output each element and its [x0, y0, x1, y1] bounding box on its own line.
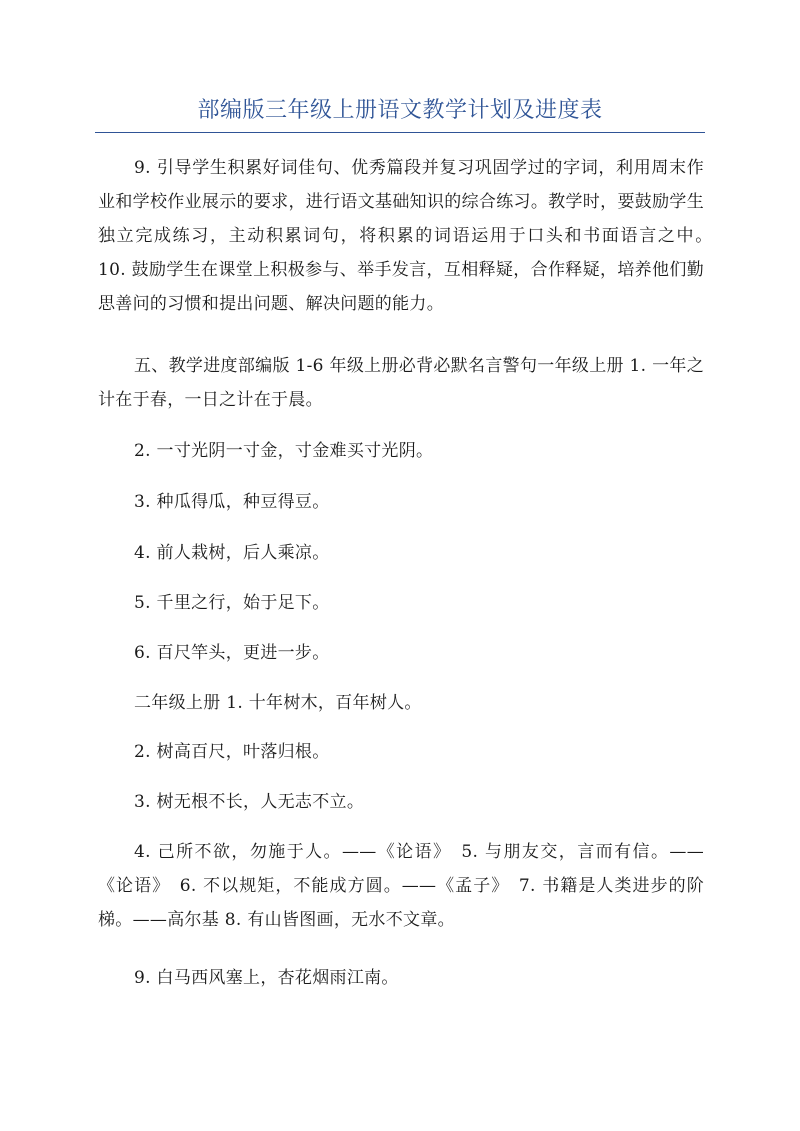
paragraph-teaching-schedule: 五、教学进度部编版 1-6 年级上册必背必默名言警句一年级上册 1. 一年之计在于春，一日之计在于晨。 [98, 356, 704, 410]
title-underline [95, 132, 705, 133]
paragraph-grade2-quotes-4-8: 4. 己所不欲，勿施于人。——《论语》 5. 与朋友交，言而有信。——《论语》 6. 不以规矩，不能成方圆。——《孟子》 7. 书籍是人类进步的阶梯。——高尔基 8. 有山皆图画，无水不文章。 [98, 842, 704, 930]
paragraph-grade2-quote-2: 2. 树高百尺，叶落归根。 [134, 742, 330, 762]
paragraph-grade2-quote-1: 二年级上册 1. 十年树木，百年树人。 [134, 693, 422, 713]
document-title: 部编版三年级上册语文教学计划及进度表 [197, 98, 603, 123]
paragraph-grade2-quote-9: 9. 白马西风塞上，杏花烟雨江南。 [134, 968, 399, 988]
paragraph-quote-4: 4. 前人栽树，后人乘凉。 [134, 543, 330, 563]
paragraph-study-guidance: 9. 引导学生积累好词佳句、优秀篇段并复习巩固学过的字词，利用周末作业和学校作业展示的要求，进行语文基础知识的综合练习。教学时，要鼓励学生独立完成练习，主动积累词句，将积累的词语运用于口头和书面语言之中。 10. 鼓励学生在课堂上积极参与、举手发言，互相释疑，合作释疑，培养他们勤思善问的习惯和提出问题、解决问题的能力。 [98, 158, 739, 314]
paragraph-quote-3: 3. 种瓜得瓜，种豆得豆。 [134, 492, 330, 512]
paragraph-grade2-quote-3: 3. 树无根不长，人无志不立。 [134, 792, 365, 812]
paragraph-quote-5: 5. 千里之行，始于足下。 [134, 593, 330, 613]
paragraph-quote-6: 6. 百尺竿头，更进一步。 [134, 643, 330, 663]
paragraph-quote-2: 2. 一寸光阴一寸金，寸金难买寸光阴。 [134, 441, 434, 461]
